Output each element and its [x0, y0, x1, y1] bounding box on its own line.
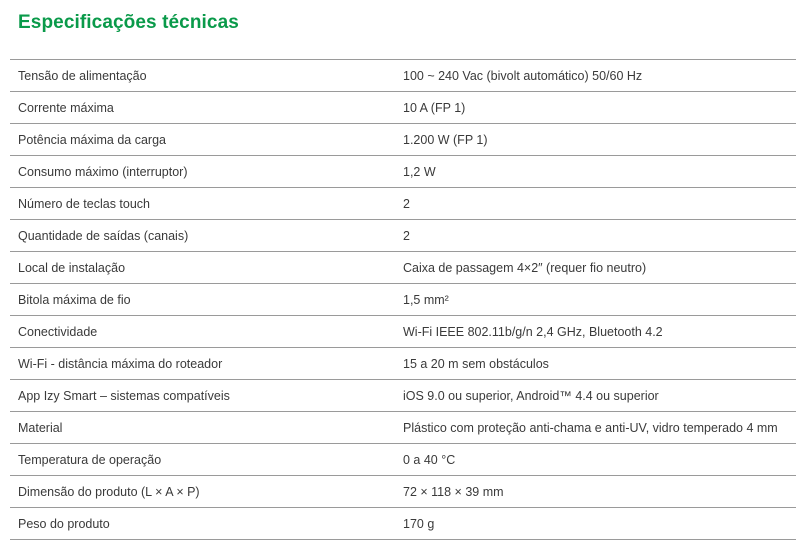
page-title: Especificações técnicas — [18, 12, 239, 33]
spec-value: 100 ~ 240 Vac (bivolt automático) 50/60 Hz — [403, 68, 643, 83]
spec-row-tensao — [10, 60, 796, 92]
spec-label: Tensão de alimentação — [18, 68, 147, 83]
spec-value: Caixa de passagem 4×2″ (requer fio neutro) — [403, 260, 647, 275]
spec-row-conectividade — [10, 316, 796, 348]
spec-row-dimensao — [10, 476, 796, 508]
spec-label: Dimensão do produto (L × A × P) — [18, 484, 200, 499]
spec-value: 2 — [403, 228, 410, 243]
spec-label: Bitola máxima de fio — [18, 292, 131, 307]
spec-label: Material — [18, 420, 63, 435]
spec-value: Wi-Fi IEEE 802.11b/g/n 2,4 GHz, Bluetooth 4.2 — [403, 324, 663, 339]
spec-value: 1,2 W — [403, 164, 436, 179]
spec-label: Quantidade de saídas (canais) — [18, 228, 189, 243]
spec-label: Conectividade — [18, 324, 98, 339]
spec-label: Número de teclas touch — [18, 196, 151, 211]
spec-value: 170 g — [403, 516, 435, 531]
spec-value: 10 A (FP 1) — [403, 100, 466, 115]
spec-row-saidas — [10, 220, 796, 252]
spec-row-wifi-distancia — [10, 348, 796, 380]
spec-value: iOS 9.0 ou superior, Android™ 4.4 ou superior — [403, 388, 659, 403]
spec-label: Wi-Fi - distância máxima do roteador — [18, 356, 223, 371]
spec-row-consumo — [10, 156, 796, 188]
spec-label: App Izy Smart – sistemas compatíveis — [18, 388, 230, 403]
spec-value: 0 a 40 °C — [403, 452, 456, 467]
spec-row-material — [10, 412, 796, 444]
spec-label: Temperatura de operação — [18, 452, 162, 467]
spec-label: Peso do produto — [18, 516, 110, 531]
spec-row-peso — [10, 508, 796, 540]
spec-row-temperatura — [10, 444, 796, 476]
spec-row-app — [10, 380, 796, 412]
spec-value: 2 — [403, 196, 410, 211]
spec-table — [10, 59, 796, 540]
spec-value: 1.200 W (FP 1) — [403, 132, 488, 147]
spec-row-instalacao — [10, 252, 796, 284]
spec-value: 1,5 mm² — [403, 292, 449, 307]
spec-label: Local de instalação — [18, 260, 126, 275]
spec-row-bitola — [10, 284, 796, 316]
spec-value: 72 × 118 × 39 mm — [403, 484, 504, 499]
spec-label: Corrente máxima — [18, 100, 114, 115]
spec-label: Potência máxima da carga — [18, 132, 166, 147]
spec-row-teclas — [10, 188, 796, 220]
spec-label: Consumo máximo (interruptor) — [18, 164, 188, 179]
spec-row-corrente — [10, 92, 796, 124]
spec-row-potencia — [10, 124, 796, 156]
spec-value: Plástico com proteção anti-chama e anti-UV, vidro temperado 4 mm — [403, 420, 778, 435]
spec-value: 15 a 20 m sem obstáculos — [403, 356, 549, 371]
